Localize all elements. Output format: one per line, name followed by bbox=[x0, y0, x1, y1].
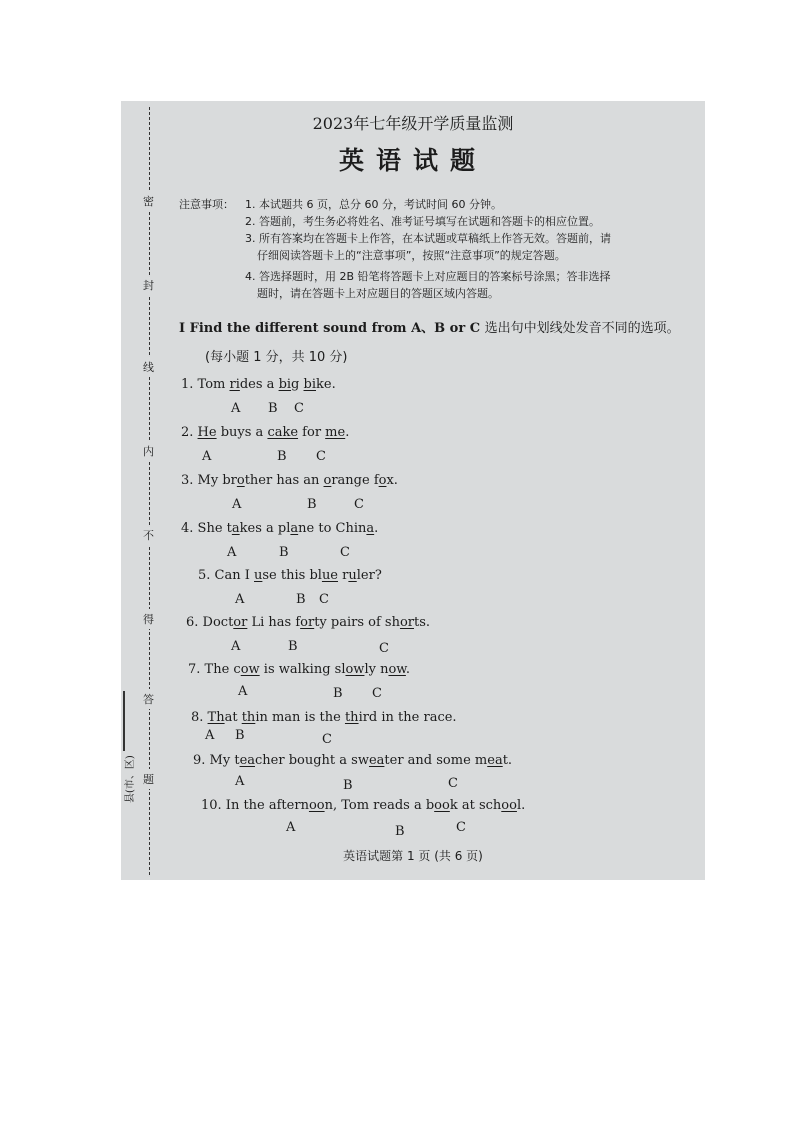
section-heading-en: I Find the different sound from A、B or C bbox=[179, 321, 481, 336]
question-8: 8. That thin man is the third in the race. bbox=[191, 710, 457, 725]
question-4: 4. She takes a plane to China. bbox=[181, 521, 379, 536]
option-label: C bbox=[379, 641, 389, 656]
question-1: 1. Tom rides a big bike. bbox=[181, 377, 336, 392]
question-2: 2. He buys a cake for me. bbox=[181, 425, 350, 440]
note-item: 2. 答题前，考生务必将姓名、准考证号填写在试题和答题卡的相应位置。 bbox=[245, 215, 600, 228]
option-label: A bbox=[238, 684, 248, 699]
binding-char: 得 bbox=[143, 609, 154, 629]
binding-char: 题 bbox=[143, 769, 154, 789]
note-item: 4. 答选择题时，用 2B 铅笔将答题卡上对应题目的答案标号涂黑；答非选择 bbox=[245, 270, 611, 283]
option-label: C bbox=[316, 449, 326, 464]
section-heading bbox=[179, 317, 680, 336]
note-item: 仔细阅读答题卡上的“注意事项”，按照“注意事项”的规定答题。 bbox=[257, 249, 566, 262]
option-label: A bbox=[235, 774, 245, 789]
option-label: A bbox=[235, 592, 245, 607]
option-label: B bbox=[277, 449, 287, 464]
option-label: C bbox=[372, 686, 382, 701]
binding-char: 线 bbox=[143, 357, 154, 377]
option-label: A bbox=[286, 820, 296, 835]
option-label: C bbox=[294, 401, 304, 416]
binding-char: 答 bbox=[143, 689, 154, 709]
option-label: A bbox=[202, 449, 212, 464]
option-label: B bbox=[395, 824, 405, 839]
question-3: 3. My brother has an orange fox. bbox=[181, 473, 398, 488]
option-label: B bbox=[279, 545, 289, 560]
notes-label: 注意事项： bbox=[179, 198, 234, 211]
note-item: 题时，请在答题卡上对应题目的答题区域内答题。 bbox=[257, 287, 499, 300]
option-label: B bbox=[343, 778, 353, 793]
question-6: 6. Doctor Li has forty pairs of shorts. bbox=[186, 615, 431, 630]
note-item: 1. 本试题共 6 页，总分 60 分，考试时间 60 分钟。 bbox=[245, 198, 502, 211]
note-item: 3. 所有答案均在答题卡上作答，在本试题或草稿纸上作答无效。答题前，请 bbox=[245, 232, 611, 245]
option-label: A bbox=[227, 545, 237, 560]
option-label: B bbox=[307, 497, 317, 512]
option-label: A bbox=[232, 497, 242, 512]
option-label: A bbox=[231, 639, 241, 654]
question-9: 9. My teacher bought a sweater and some meat. bbox=[193, 753, 513, 768]
option-label: B bbox=[296, 592, 306, 607]
binding-char: 不 bbox=[143, 525, 154, 545]
option-label: A bbox=[231, 401, 241, 416]
exam-page bbox=[121, 101, 705, 880]
subject-title: 英语试题 bbox=[338, 146, 487, 175]
question-5: 5. Can I use this blue ruler? bbox=[198, 568, 382, 583]
option-label: B bbox=[333, 686, 343, 701]
option-label: A bbox=[205, 728, 215, 743]
binding-char: 内 bbox=[143, 441, 154, 461]
option-label: C bbox=[319, 592, 329, 607]
side-mark bbox=[123, 691, 125, 751]
option-label: C bbox=[322, 732, 332, 747]
question-10: 10. In the afternoon, Tom reads a book at school. bbox=[201, 798, 526, 813]
option-label: B bbox=[268, 401, 278, 416]
section-score: (每小题 1 分，共 10 分) bbox=[205, 350, 348, 365]
section-heading-cn: 选出句中划线处发音不同的选项。 bbox=[484, 321, 680, 336]
option-label: C bbox=[448, 776, 458, 791]
binding-char: 封 bbox=[143, 275, 154, 295]
question-7: 7. The cow is walking slowly now. bbox=[188, 662, 411, 677]
option-label: C bbox=[354, 497, 364, 512]
option-label: C bbox=[340, 545, 350, 560]
binding-dashed-line bbox=[149, 107, 150, 875]
option-label: B bbox=[235, 728, 245, 743]
exam-title: 2023年七年级开学质量监测 bbox=[312, 114, 514, 133]
side-scrap-text: 县(市、区) bbox=[125, 755, 136, 803]
option-label: C bbox=[456, 820, 466, 835]
page-footer: 英语试题第 1 页 (共 6 页) bbox=[343, 849, 483, 863]
binding-char: 密 bbox=[143, 191, 154, 211]
option-label: B bbox=[288, 639, 298, 654]
